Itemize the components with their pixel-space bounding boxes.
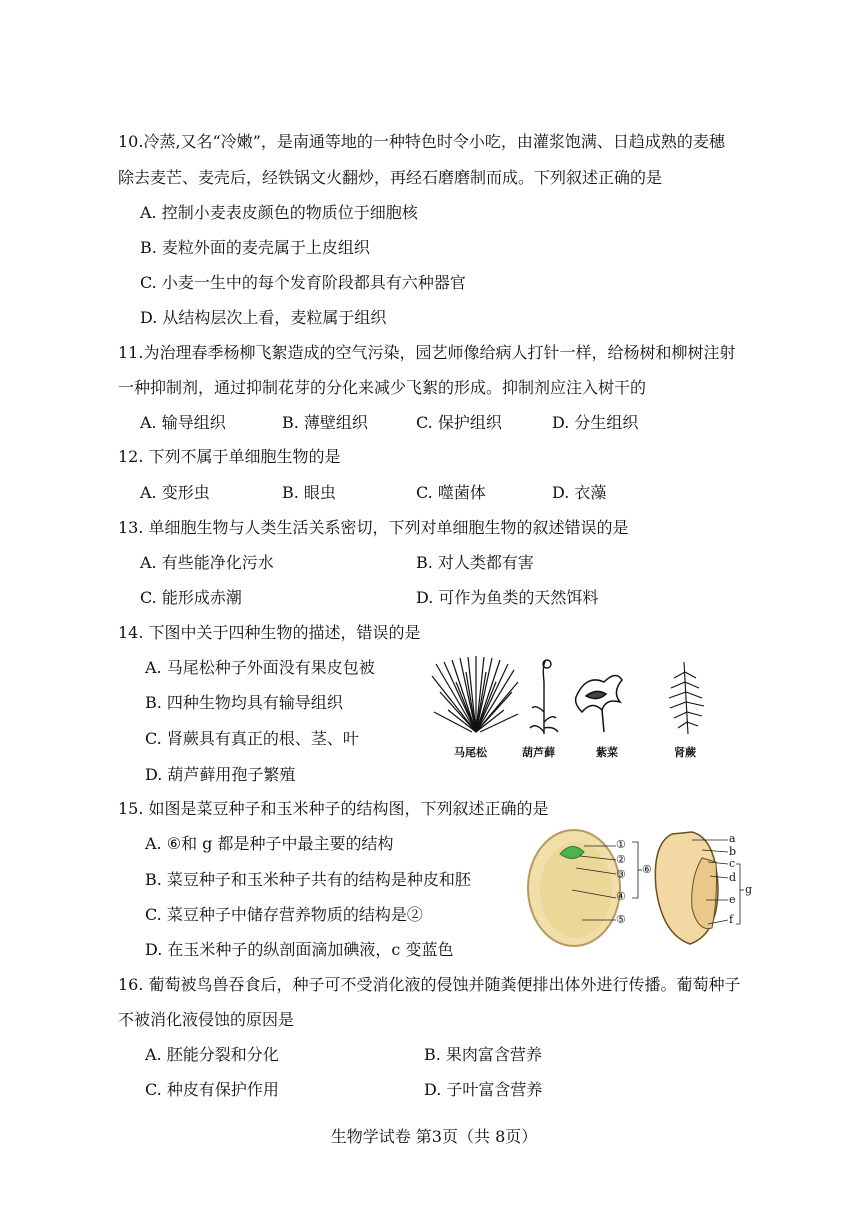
seed-diagram (522, 828, 752, 950)
caption-laver: 紫菜 (596, 746, 618, 759)
q10-option-a: A. 控制小麦表皮颜色的物质位于细胞核 (140, 203, 418, 222)
bean-label-2: ② (616, 853, 626, 866)
q10-option-d: D. 从结构层次上看，麦粒属于组织 (140, 308, 387, 327)
q12-option-b: B. 眼虫 (282, 483, 336, 502)
q12-stem: 12. 下列不属于单细胞生物的是 (118, 447, 341, 466)
q16-stem-line2: 不被消化液侵蚀的原因是 (118, 1010, 295, 1029)
laver-image (576, 675, 622, 732)
bean-label-3: ③ (616, 868, 626, 881)
q10-option-c: C. 小麦一生中的每个发育阶段都具有六种器官 (140, 273, 466, 292)
q15-option-b: B. 菜豆种子和玉米种子共有的结构是种皮和胚 (145, 870, 471, 889)
caption-masson-pine: 马尾松 (454, 746, 487, 759)
q16-option-a: A. 胚能分裂和分化 (145, 1045, 279, 1064)
q11-option-a: A. 输导组织 (140, 413, 226, 432)
q12-option-c: C. 噬菌体 (416, 483, 486, 502)
moss-image (530, 660, 558, 734)
caption-moss: 葫芦藓 (522, 746, 555, 759)
fern-image (669, 662, 704, 734)
q13-option-b: B. 对人类都有害 (416, 553, 534, 572)
q10-stem-line2: 除去麦芒、麦壳后，经铁锅文火翻炒，再经石磨磨制而成。下列叙述正确的是 (118, 168, 663, 187)
q15-option-d: D. 在玉米种子的纵剖面滴加碘液，c 变蓝色 (145, 940, 454, 959)
corn-label-f: f (729, 913, 734, 926)
bean-label-5: ⑤ (616, 913, 626, 926)
q10-option-b: B. 麦粒外面的麦壳属于上皮组织 (140, 238, 370, 257)
q12-option-a: A. 变形虫 (140, 483, 210, 502)
q13-option-c: C. 能形成赤潮 (140, 588, 242, 607)
q14-option-d: D. 葫芦藓用孢子繁殖 (145, 765, 296, 784)
four-organisms-illustration (426, 652, 726, 742)
q15-stem: 15. 如图是菜豆种子和玉米种子的结构图，下列叙述正确的是 (118, 799, 549, 818)
q13-stem: 13. 单细胞生物与人类生活关系密切，下列对单细胞生物的叙述错误的是 (118, 518, 629, 537)
q16-stem-line1: 16. 葡萄被鸟兽吞食后，种子可不受消化液的侵蚀并随粪便排出体外进行传播。葡萄种子 (118, 975, 741, 994)
q14-stem: 14. 下图中关于四种生物的描述，错误的是 (118, 623, 421, 642)
corn-label-g: g (745, 883, 753, 896)
q12-option-d: D. 衣藻 (552, 483, 607, 502)
q16-option-d: D. 子叶富含营养 (424, 1080, 543, 1099)
corn-label-b: b (729, 845, 737, 858)
q16-option-c: C. 种皮有保护作用 (145, 1080, 279, 1099)
bean-label-6: ⑥ (642, 863, 652, 876)
corn-label-c: c (729, 857, 736, 870)
seed-structure-figure (522, 828, 752, 950)
bean-label-1: ① (616, 838, 626, 851)
q11-option-c: C. 保护组织 (416, 413, 502, 432)
four-organisms-figure (426, 652, 726, 764)
corn-label-a: a (729, 832, 736, 845)
q13-option-d: D. 可作为鱼类的天然饵料 (416, 588, 599, 607)
q14-option-a: A. 马尾松种子外面没有果皮包被 (145, 658, 375, 677)
q10-stem-line1: 10.冷蒸,又名“冷嫩”，是南通等地的一种特色时令小吃，由灌浆饱满、日趋成熟的麦穗 (118, 132, 725, 151)
q14-option-b: B. 四种生物均具有输导组织 (145, 693, 343, 712)
q16-option-b: B. 果肉富含营养 (424, 1045, 542, 1064)
q11-option-d: D. 分生组织 (552, 413, 639, 432)
q14-option-c: C. 肾蕨具有真正的根、茎、叶 (145, 729, 359, 748)
caption-fern: 肾蕨 (674, 746, 696, 759)
q11-stem-line1: 11.为治理春季杨柳飞絮造成的空气污染，园艺师像给病人打针一样，给杨树和柳树注射 (118, 343, 736, 362)
masson-pine-image (432, 656, 518, 732)
q15-option-a: A. ⑥和 g 都是种子中最主要的结构 (145, 834, 394, 853)
corn-label-e: e (729, 893, 736, 906)
corn-label-d: d (729, 871, 737, 884)
q13-option-a: A. 有些能净化污水 (140, 553, 274, 572)
page-footer: 生物学试卷 第3页（共 8页） (330, 1127, 538, 1146)
q11-stem-line2: 一种抑制剂，通过抑制花芽的分化来减少飞絮的形成。抑制剂应注入树干的 (118, 378, 647, 397)
q11-option-b: B. 薄壁组织 (282, 413, 368, 432)
bean-label-4: ④ (616, 890, 626, 903)
q15-option-c: C. 菜豆种子中储存营养物质的结构是② (145, 905, 423, 924)
